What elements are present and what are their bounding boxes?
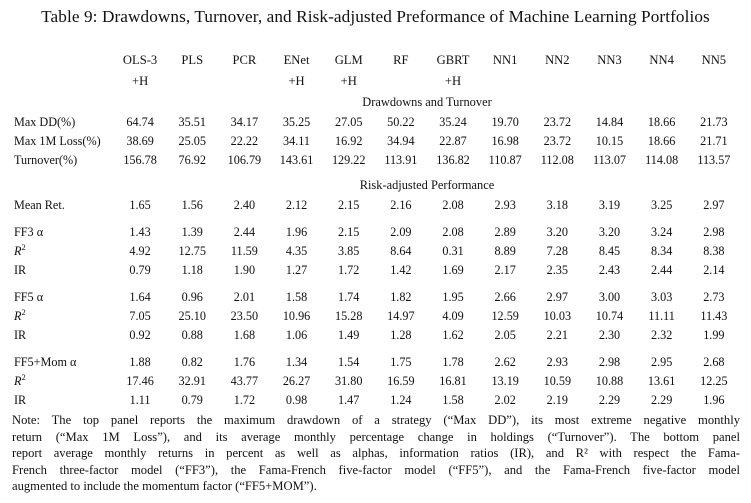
table-note xyxy=(12,412,740,495)
row-label: Mean Ret. xyxy=(14,198,65,212)
table-cell: 1.34 xyxy=(285,355,308,369)
table-cell: 2.95 xyxy=(650,355,673,369)
table-cell: 11.43 xyxy=(700,309,728,323)
row-label: IR xyxy=(14,263,27,277)
panel-spacer xyxy=(12,92,114,113)
table-cell: 2.30 xyxy=(598,328,621,342)
table-cell: 1.72 xyxy=(338,263,360,277)
table-cell: 113.07 xyxy=(592,153,627,167)
table-cell: 12.75 xyxy=(178,244,206,258)
table-cell: 26.27 xyxy=(282,374,311,388)
spacer-cell xyxy=(12,280,740,288)
column-header-nn1: NN1 xyxy=(492,53,518,67)
table-cell: 3.25 xyxy=(650,198,673,212)
table-cell: 27.05 xyxy=(334,115,363,129)
note-line: Note: The top panel reports the maximum drawdown of a strategy (“Max DD”), its most extreme negative monthly xyxy=(12,413,740,427)
table-cell: 16.92 xyxy=(334,134,363,148)
table-cell: 8.45 xyxy=(598,244,621,258)
row-label: Turnover(%) xyxy=(14,153,78,167)
r-squared-symbol: R xyxy=(14,244,22,258)
table-cell: 1.06 xyxy=(285,328,308,342)
table-cell: 35.24 xyxy=(439,115,467,129)
table-cell: 113.91 xyxy=(384,153,418,167)
column-subheader xyxy=(531,71,583,92)
column-header-nn4: NN4 xyxy=(649,53,674,67)
table-cell: 2.98 xyxy=(703,225,725,239)
r-squared-symbol: R xyxy=(14,374,22,388)
table-cell: 35.25 xyxy=(282,115,311,129)
column-subheader: +H xyxy=(340,74,357,88)
table-cell: 2.09 xyxy=(390,225,412,239)
table-cell: 1.49 xyxy=(338,328,360,342)
table-cell: 38.69 xyxy=(126,134,154,148)
panel-spacer xyxy=(12,175,114,196)
table-cell: 23.50 xyxy=(230,309,259,323)
table-cell: 13.61 xyxy=(647,374,676,388)
table-cell: 17.46 xyxy=(126,374,154,388)
table-cell: 3.18 xyxy=(546,198,568,212)
results-table xyxy=(12,50,740,410)
table-row xyxy=(12,223,740,242)
column-subheader xyxy=(583,71,635,92)
row-label: Max DD(%) xyxy=(14,115,76,129)
table-cell: 1.58 xyxy=(442,393,464,407)
row-label: Max 1M Loss(%) xyxy=(14,134,101,148)
table-cell: 3.20 xyxy=(546,225,568,239)
note-line: augmented to include the momentum factor (“FF5+MOM”). xyxy=(12,479,317,494)
table-cell: 8.34 xyxy=(650,244,673,258)
alpha-model-name: FF3 xyxy=(14,225,34,239)
table-cell: 0.98 xyxy=(285,393,308,407)
table-cell: 1.82 xyxy=(390,290,412,304)
table-cell: 16.98 xyxy=(491,134,519,148)
table-cell: 1.68 xyxy=(233,328,256,342)
table-cell: 25.10 xyxy=(178,309,206,323)
table-row xyxy=(12,151,740,170)
column-header-glm: GLM xyxy=(334,53,363,67)
table-cell: 18.66 xyxy=(647,134,676,148)
note-line: French three-factor model (“FF3”), the Fama-French five-factor model (“FF5”), and the Fama-French five-factor model xyxy=(12,462,740,477)
row-spacer xyxy=(12,280,740,288)
table-cell: 1.88 xyxy=(129,355,151,369)
table-cell: 112.08 xyxy=(540,153,574,167)
table-cell: 1.65 xyxy=(129,198,151,212)
column-subheader: +H xyxy=(131,74,149,88)
table-cell: 3.85 xyxy=(338,244,360,258)
table-cell: 31.80 xyxy=(334,374,363,388)
table-cell: 2.93 xyxy=(494,198,516,212)
table-cell: 3.24 xyxy=(650,225,673,239)
table-cell: 1.74 xyxy=(338,290,360,304)
table-cell: 2.73 xyxy=(703,290,725,304)
table-cell: 3.03 xyxy=(650,290,673,304)
table-cell: 3.19 xyxy=(598,198,621,212)
table-row xyxy=(12,307,740,326)
column-subheader: +H xyxy=(444,74,462,88)
r-squared-exponent: 2 xyxy=(21,306,26,317)
alpha-symbol: α xyxy=(36,290,44,304)
table-cell: 1.39 xyxy=(181,225,203,239)
column-header-enet: ENet xyxy=(283,53,310,67)
table-cell: 1.54 xyxy=(338,355,360,369)
table-cell: 35.51 xyxy=(178,115,206,129)
table-cell: 1.18 xyxy=(181,263,203,277)
table-row xyxy=(12,372,740,391)
table-cell: 10.03 xyxy=(543,309,572,323)
table-cell: 4.09 xyxy=(442,309,464,323)
header-corner xyxy=(12,71,114,92)
table-cell: 2.14 xyxy=(703,263,725,277)
row-label xyxy=(12,353,114,372)
table-cell: 2.40 xyxy=(233,198,256,212)
table-cell: 1.62 xyxy=(442,328,464,342)
table-cell: 25.05 xyxy=(178,134,206,148)
table-cell: 2.43 xyxy=(598,263,621,277)
table-cell: 106.79 xyxy=(227,153,262,167)
table-row xyxy=(12,391,740,410)
table-cell: 2.44 xyxy=(650,263,673,277)
table-cell: 21.73 xyxy=(700,115,728,129)
table-row xyxy=(12,132,740,151)
table-cell: 1.27 xyxy=(285,263,308,277)
row-label xyxy=(12,288,114,307)
spacer-cell xyxy=(12,345,740,353)
note-line: report average monthly returns in percent as well as alphas, information ratios (IR), and R² with respect the Fama- xyxy=(12,446,740,461)
table-cell: 1.56 xyxy=(181,198,203,212)
table-cell: 156.78 xyxy=(123,153,157,167)
table-cell: 0.88 xyxy=(181,328,203,342)
alpha-model-name: FF5 xyxy=(14,290,34,304)
table-cell: 22.22 xyxy=(230,134,259,148)
table-cell: 1.78 xyxy=(442,355,464,369)
table-cell: 1.99 xyxy=(703,328,725,342)
table-cell: 1.72 xyxy=(233,393,256,407)
table-cell: 1.90 xyxy=(233,263,256,277)
table-cell: 0.96 xyxy=(181,290,203,304)
table-cell: 14.84 xyxy=(595,115,624,129)
column-header-gbrt: GBRT xyxy=(436,53,470,67)
table-cell: 136.82 xyxy=(436,153,470,167)
table-cell: 21.71 xyxy=(700,134,728,148)
column-header-nn5: NN5 xyxy=(701,53,727,67)
table-cell: 2.97 xyxy=(546,290,568,304)
table-cell: 113.57 xyxy=(697,153,731,167)
table-cell: 1.95 xyxy=(442,290,464,304)
table-cell: 114.08 xyxy=(645,153,679,167)
table-cell: 2.97 xyxy=(703,198,725,212)
table-cell: 3.00 xyxy=(598,290,621,304)
table-cell: 2.29 xyxy=(650,393,673,407)
row-spacer xyxy=(12,345,740,353)
table-cell: 7.28 xyxy=(546,244,568,258)
table-cell: 7.05 xyxy=(129,309,151,323)
table-cell: 129.22 xyxy=(331,153,366,167)
table-cell: 2.89 xyxy=(494,225,516,239)
table-cell: 10.88 xyxy=(595,374,624,388)
table-cell: 1.96 xyxy=(703,393,725,407)
r-squared-exponent: 2 xyxy=(21,241,26,252)
table-cell: 50.22 xyxy=(387,115,415,129)
header-row-top xyxy=(12,50,740,71)
table-cell: 2.08 xyxy=(442,198,464,212)
table-row xyxy=(12,288,740,307)
table-cell: 34.17 xyxy=(230,115,259,129)
table-cell: 1.47 xyxy=(338,393,360,407)
table-cell: 10.74 xyxy=(595,309,624,323)
table-cell: 8.64 xyxy=(390,244,412,258)
table-cell: 1.24 xyxy=(390,393,412,407)
table-cell: 23.72 xyxy=(543,115,572,129)
table-cell: 2.68 xyxy=(703,355,725,369)
column-subheader xyxy=(375,71,427,92)
table-cell: 11.59 xyxy=(230,244,258,258)
table-cell: 2.02 xyxy=(494,393,516,407)
table-cell: 15.28 xyxy=(334,309,363,323)
table-cell: 32.91 xyxy=(178,374,206,388)
table-cell: 16.59 xyxy=(387,374,415,388)
column-subheader xyxy=(218,71,270,92)
table-row xyxy=(12,326,740,345)
column-header-nn3: NN3 xyxy=(597,53,622,67)
table-row xyxy=(12,353,740,372)
table-cell: 2.29 xyxy=(598,393,621,407)
column-header-pls: PLS xyxy=(181,53,204,67)
alpha-model-name: FF5+Mom xyxy=(14,355,67,369)
table-cell: 16.81 xyxy=(439,374,467,388)
table-cell: 10.96 xyxy=(282,309,311,323)
table-cell: 11.11 xyxy=(648,309,675,323)
table-cell: 2.08 xyxy=(442,225,464,239)
column-header-pcr: PCR xyxy=(232,53,257,67)
table-cell: 2.15 xyxy=(338,225,360,239)
table-cell: 19.70 xyxy=(491,115,519,129)
table-cell: 0.79 xyxy=(129,263,151,277)
panel-title-row xyxy=(12,175,740,196)
table-cell: 23.72 xyxy=(543,134,572,148)
table-cell: 2.62 xyxy=(494,355,516,369)
table-cell: 4.35 xyxy=(285,244,308,258)
table-cell: 14.97 xyxy=(387,309,415,323)
table-cell: 1.28 xyxy=(390,328,412,342)
column-header-nn2: NN2 xyxy=(545,53,570,67)
column-subheader xyxy=(688,71,740,92)
table-cell: 2.21 xyxy=(546,328,568,342)
table-row xyxy=(12,113,740,132)
column-subheader xyxy=(166,71,218,92)
table-row xyxy=(12,196,740,215)
table-cell: 2.17 xyxy=(494,263,516,277)
row-label xyxy=(12,307,114,326)
table-cell: 12.59 xyxy=(491,309,519,323)
column-subheader: +H xyxy=(288,74,305,88)
table-cell: 143.61 xyxy=(279,153,314,167)
table-cell: 43.77 xyxy=(230,374,259,388)
table-cell: 2.44 xyxy=(233,225,256,239)
table-cell: 2.15 xyxy=(338,198,360,212)
spacer-cell xyxy=(12,215,740,223)
table-cell: 2.19 xyxy=(546,393,568,407)
table-cell: 64.74 xyxy=(126,115,154,129)
table-cell: 1.64 xyxy=(129,290,151,304)
alpha-symbol: α xyxy=(36,225,44,239)
column-subheader xyxy=(479,71,531,92)
table-cell: 8.38 xyxy=(703,244,725,258)
row-label xyxy=(12,223,114,242)
table-cell: 0.79 xyxy=(181,393,203,407)
table-cell: 10.15 xyxy=(595,134,624,148)
table-cell: 18.66 xyxy=(647,115,676,129)
header-corner xyxy=(12,50,114,71)
note-line: return (“Max 1M Loss”), and its average monthly percentage change in holdings (“Turnover”). The bottom panel xyxy=(12,429,740,444)
table-cell: 1.43 xyxy=(129,225,151,239)
table-cell: 76.92 xyxy=(178,153,206,167)
table-title: Table 9: Drawdowns, Turnover, and Risk-adjusted Preformance of Machine Learning Portfolios xyxy=(41,7,710,26)
panel-title-row xyxy=(12,92,740,113)
panel-title-risk-adjusted: Risk-adjusted Performance xyxy=(359,178,495,192)
table-cell: 1.76 xyxy=(233,355,256,369)
table-cell: 1.69 xyxy=(442,263,464,277)
column-subheader xyxy=(636,71,688,92)
table-cell: 34.11 xyxy=(283,134,311,148)
table-cell: 13.19 xyxy=(491,374,519,388)
column-header-ols-3: OLS-3 xyxy=(122,53,158,67)
table-cell: 0.92 xyxy=(129,328,151,342)
table-cell: 12.25 xyxy=(700,374,728,388)
table-cell: 8.89 xyxy=(494,244,516,258)
table-cell: 2.32 xyxy=(650,328,673,342)
table-cell: 2.01 xyxy=(233,290,256,304)
table-cell: 0.82 xyxy=(181,355,203,369)
table-cell: 1.42 xyxy=(390,263,412,277)
table-cell: 1.75 xyxy=(390,355,412,369)
panel-title-drawdowns: Drawdowns and Turnover xyxy=(362,95,492,109)
table-cell: 3.20 xyxy=(598,225,621,239)
table-cell: 2.93 xyxy=(546,355,568,369)
table-cell: 34.94 xyxy=(387,134,415,148)
table-cell: 0.31 xyxy=(442,244,464,258)
table-cell: 2.35 xyxy=(546,263,568,277)
column-header-rf: RF xyxy=(393,53,409,67)
r-squared-exponent: 2 xyxy=(21,371,26,382)
row-label: IR xyxy=(14,328,27,342)
r-squared-symbol: R xyxy=(14,309,22,323)
table-cell: 1.11 xyxy=(129,393,151,407)
table-cell: 2.05 xyxy=(494,328,516,342)
row-label xyxy=(12,372,114,391)
alpha-symbol: α xyxy=(69,355,77,369)
table-cell: 2.66 xyxy=(494,290,516,304)
header-row-bottom xyxy=(12,71,740,92)
table-row xyxy=(12,261,740,280)
table-cell: 4.92 xyxy=(129,244,151,258)
row-label: IR xyxy=(14,393,27,407)
table-cell: 1.96 xyxy=(285,225,308,239)
table-row xyxy=(12,242,740,261)
row-label xyxy=(12,242,114,261)
table-cell: 110.87 xyxy=(488,153,522,167)
table-cell: 2.12 xyxy=(285,198,308,212)
table-cell: 2.16 xyxy=(390,198,412,212)
table-cell: 10.59 xyxy=(543,374,572,388)
row-spacer xyxy=(12,215,740,223)
table-cell: 2.98 xyxy=(598,355,621,369)
table-cell: 1.58 xyxy=(285,290,308,304)
table-cell: 22.87 xyxy=(439,134,467,148)
